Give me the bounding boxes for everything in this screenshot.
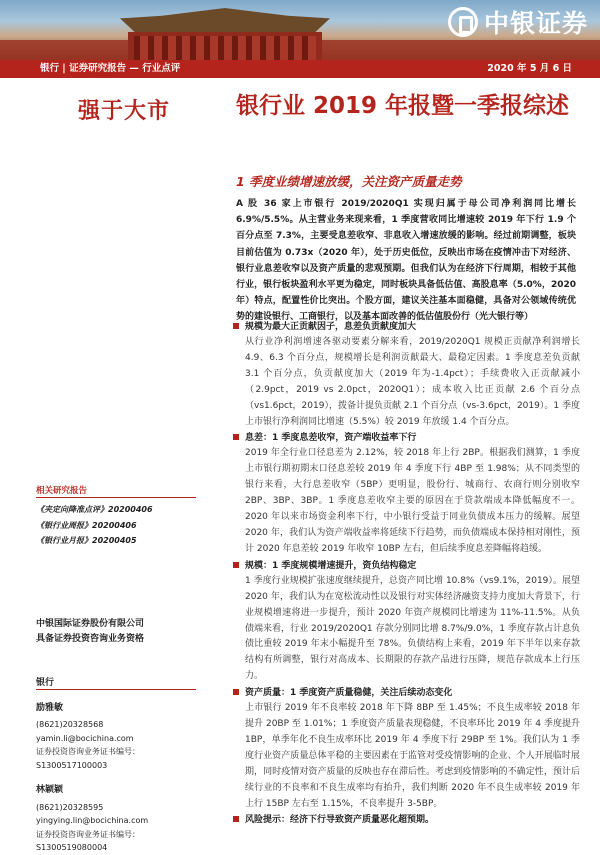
bullet-heading: 资产质量：1 季度资产质量稳健，关注后续动态变化 [245, 688, 453, 699]
banner-hall [128, 32, 322, 60]
report-title: 银行业 2019 年报暨一季报综述 [236, 93, 570, 119]
boc-logo-icon [448, 7, 478, 37]
company-info: 中银国际证券股份有限公司 具备证券投资咨询业务资格 [36, 618, 145, 644]
bullet-heading: 规模为最大正贡献因子，息差负贡献度加大 [245, 322, 417, 332]
analyst-phone: (8621)20328595 [36, 802, 104, 812]
analyst-name: 林颖颖 [36, 785, 64, 795]
related-report-link[interactable]: 《银行业周报》20200406 [36, 520, 137, 530]
red-square-icon [233, 323, 239, 329]
analyst-name: 励雅敏 [36, 702, 64, 713]
bullet-item [230, 431, 580, 557]
red-square-icon [233, 689, 239, 695]
brand-name: 中银证券 [483, 9, 588, 38]
banner-roof [120, 8, 330, 34]
bullet-body: 上市银行 2019 年不良率较 2018 年下降 8BP 至 1.45%；不良生成率较 2018 年提升 20BP 至 1.01%；1 季度资产质量表现稳健，不良率环比 2019 年 4 季度提升 1BP，单季年化不良生成率环比 2019 年 4 季度下行 29BP 至 1%。我们认为 1 季度行业资产质量总体平稳的主要因素在于监管对受疫情影响的企业、个人开展临时展期，同时疫情对资产质量的反映也存在滞后性。考虑到疫情影响的不确定性，预计后续行业的不良率和不良生成率均有抬升，我们判断 2020 年不良生成率较 2019 年上行 15BP 左右至 1.15%，不良率提升 3-5BP。 [245, 703, 580, 809]
bullet-item [230, 813, 580, 828]
brand-logo [448, 4, 588, 40]
bullet-heading: 息差：1 季度息差收窄，资产端收益率下行 [245, 433, 417, 444]
report-subheader [0, 60, 600, 78]
risk-warning: 风险提示：经济下行导致资产质量恶化超预期。 [245, 815, 435, 826]
report-breadcrumb: 银行 | 证券研究报告 — 行业点评 [40, 63, 181, 74]
sector-label: 银行 [36, 675, 196, 690]
red-square-icon [233, 816, 239, 822]
bullet-body: 2019 年全行业口径息差为 2.12%，较 2018 年上行 2BP。根据我们测算，1 季度上市银行期初期末口径息差较 2019 年 4 季度下行 4BP 至 1.98%；从不同类型的银行来看，大行息差收窄（5BP）更明显，股份行、城商行、农商行则分别收窄 2BP、3BP、3BP。1 季度息差收窄主要的原因在于贷款端成本降低幅度不一。2020 年以来市场资金利率下行，中小银行受益于同业负债成本压力的缓解。展望 2020 年，我们认为资产端收益率将延续下行趋势，而负债端成本保持相对刚性，预计 2020 年息差较 2019 年收窄 10BP 左右，但后续季度息差降幅将趋缓。 [245, 448, 580, 554]
bullet-item [230, 320, 580, 430]
bullet-list [230, 320, 580, 829]
related-report-link[interactable]: 《银行业月报》20200405 [36, 536, 137, 545]
analyst-phone: (8621)20328568 [36, 720, 104, 729]
analyst-email[interactable]: yingying.lin@bocichina.com [36, 816, 149, 825]
bullet-item [230, 686, 580, 812]
summary-paragraph: A 股 36 家上市银行 2019/2020Q1 实现归属于母公司净利润同比增长 6.9%/5.5%。从主营业务来现来看，1 季度营收同比增速较 2019 年下行 1.9 个百分点至 7.3%，主要受息差收窄、非息收入增速放缓的影响。经过前期调整，板块目前估值为 0.73x（2020 年），处于历史低位，反映出市场在疫情冲击下对经济、银行业息差收窄以及资产质量的悲观预期。但我们认为在经济下行周期，相较于其他行业，银行板块盈利水平更为稳定，同时板块具备低估值、高股息率（5.0%，2020 年）特点，配置性价比突出。个股方面，建议关注基本面稳健，具备对公领域传统优势的建设银行、工商银行，以及基本面改善的低估值股份行（光大银行等） [236, 199, 576, 323]
report-date: 2020 年 5 月 6 日 [487, 63, 572, 74]
analyst-card [36, 702, 196, 773]
related-reports-heading: 相关研究报告 [36, 484, 196, 498]
header-banner [0, 0, 600, 60]
bullet-item [230, 559, 580, 685]
bullet-heading: 规模：1 季度规模增速提升，资负结构稳定 [245, 560, 417, 571]
analyst-cert: 证券投资咨询业务证书编号：S1300519080004 [36, 829, 140, 852]
red-square-icon [233, 562, 239, 568]
bullet-body: 从行业净利润增速各驱动要素分解来看，2019/2020Q1 规模正贡献净利润增长 4.9、6.3 个百分点，规模增长是利润贡献最大、最稳定因素。1 季度息差负贡献 3.1 个百分点，负贡献度加大（2019 年为-1.4pct）；手续费收入正贡献减小（2.9pct，2019 vs 2.0pct，2020Q1）；成本收入比正贡献 2.6 个百分点（vs1.6pct，2019），拨备计提负贡献 2.1 个百分点（vs-3.6pct，2019）。1 季度上市银行净利润同比增速（5.5%）较 2019 年放缓 1.4 个百分点。 [245, 337, 580, 427]
analyst-card [36, 784, 196, 855]
report-subtitle: 1 季度业绩增速放缓，关注资产质量走势 [236, 174, 462, 189]
analyst-cert: 证券投资咨询业务证书编号：S1300517100003 [36, 747, 140, 770]
analyst-email[interactable]: yamin.li@bocichina.com [36, 733, 134, 743]
rating-label: 强于大市 [78, 99, 171, 124]
red-square-icon [233, 434, 239, 440]
sidebar [36, 484, 196, 855]
related-report-link[interactable]: 《夹定向降准点评》20200406 [36, 505, 153, 514]
bullet-body: 1 季度行业规模扩张速度继续提升，总资产同比增 10.8%（vs9.1%，2019）。展望 2020 年，我们认为在宽松流动性以及银行对实体经济融资支持力度加大背景下，行业规模增速将进一步提升，预计 2020 年资产规模同比增速为 11%-11.5%。从负债端来看，行业 2019/2020Q1 存款分别同比增 8.7%/9.0%，1 季度存款占计息负债比重较 2019 年末小幅提升至 78%。负债结构上来看，2019 年下半年以来存款结构有所调整，银行对高成本、长期限的存款产品进行压降，规范存款成本上行压力。 [245, 575, 580, 682]
